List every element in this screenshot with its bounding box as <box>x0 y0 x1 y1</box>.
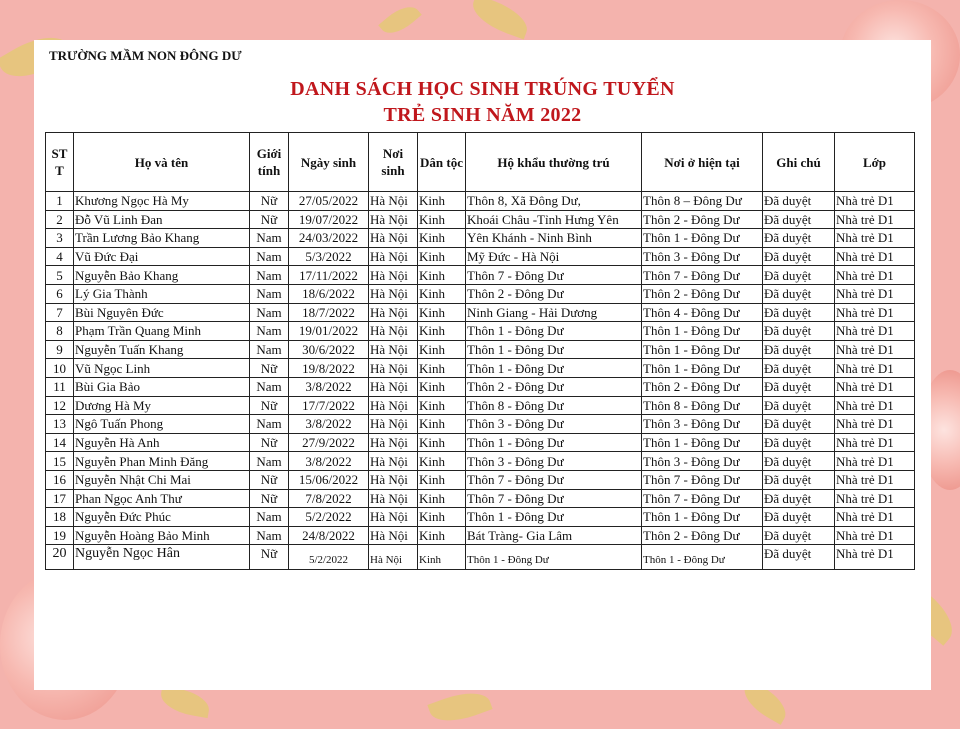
col-permanent-address-cell: Thôn 3 - Đông Dư <box>466 452 642 471</box>
col-current-address-cell: Thôn 3 - Đông Dư <box>642 452 763 471</box>
col-birthplace-cell: Hà Nội <box>369 322 418 341</box>
col-class-cell: Nhà trẻ D1 <box>835 284 915 303</box>
col-birthdate-cell: 19/8/2022 <box>289 359 369 378</box>
col-name-cell: Ngô Tuấn Phong <box>74 415 250 434</box>
col-name-cell: Bùi Nguyên Đức <box>74 303 250 322</box>
col-ethnicity-cell: Kinh <box>418 340 466 359</box>
col-gender-cell: Nữ <box>250 359 289 378</box>
col-note-cell: Đã duyệt <box>763 303 835 322</box>
col-birthplace-cell: Hà Nội <box>369 508 418 527</box>
col-class-cell: Nhà trẻ D1 <box>835 247 915 266</box>
col-class-cell: Nhà trẻ D1 <box>835 377 915 396</box>
table-body <box>46 192 915 570</box>
col-birthdate-cell: 27/9/2022 <box>289 433 369 452</box>
col-ethnicity-cell: Kinh <box>418 303 466 322</box>
col-name-cell: Vũ Ngọc Linh <box>74 359 250 378</box>
table-row <box>46 322 915 341</box>
col-note-cell: Đã duyệt <box>763 340 835 359</box>
col-note-cell: Đã duyệt <box>763 229 835 248</box>
col-current-address-cell: Thôn 1 - Đông Dư <box>642 508 763 527</box>
col-stt-cell: 1 <box>46 192 74 211</box>
table-row <box>46 247 915 266</box>
col-class-cell: Nhà trẻ D1 <box>835 359 915 378</box>
col-stt-cell: 2 <box>46 210 74 229</box>
col-birthplace-cell: Hà Nội <box>369 545 418 570</box>
col-class-cell: Nhà trẻ D1 <box>835 433 915 452</box>
col-name-cell: Nguyễn Tuấn Khang <box>74 340 250 359</box>
col-name-cell: Trần Lương Bảo Khang <box>74 229 250 248</box>
col-permanent-address-cell: Thôn 7 - Đông Dư <box>466 266 642 285</box>
col-birthdate-header: Ngày sinh <box>289 133 369 192</box>
table-row <box>46 545 915 570</box>
col-gender-header: Giới tính <box>250 133 289 192</box>
col-gender-cell: Nam <box>250 284 289 303</box>
col-note-cell: Đã duyệt <box>763 247 835 266</box>
col-permanent-address-cell: Ninh Giang - Hải Dương <box>466 303 642 322</box>
col-birthdate-cell: 15/06/2022 <box>289 470 369 489</box>
col-note-cell: Đã duyệt <box>763 433 835 452</box>
col-birthdate-cell: 5/3/2022 <box>289 247 369 266</box>
col-ethnicity-cell: Kinh <box>418 415 466 434</box>
col-permanent-address-cell: Mỹ Đức - Hà Nội <box>466 247 642 266</box>
school-name: TRƯỜNG MẦM NON ĐÔNG DƯ <box>49 48 242 63</box>
col-gender-cell: Nam <box>250 526 289 545</box>
table-row <box>46 266 915 285</box>
col-ethnicity-cell: Kinh <box>418 452 466 471</box>
col-name-cell: Đỗ Vũ Linh Đan <box>74 210 250 229</box>
col-gender-cell: Nam <box>250 303 289 322</box>
col-note-cell: Đã duyệt <box>763 266 835 285</box>
col-class-cell: Nhà trẻ D1 <box>835 508 915 527</box>
col-name-cell: Nguyễn Đức Phúc <box>74 508 250 527</box>
table-row <box>46 340 915 359</box>
col-ethnicity-cell: Kinh <box>418 247 466 266</box>
document-sheet <box>34 40 931 690</box>
col-permanent-address-cell: Thôn 7 - Đông Dư <box>466 489 642 508</box>
col-birthdate-cell: 5/2/2022 <box>289 508 369 527</box>
col-birthplace-cell: Hà Nội <box>369 266 418 285</box>
col-ethnicity-cell: Kinh <box>418 470 466 489</box>
col-ethnicity-cell: Kinh <box>418 266 466 285</box>
col-permanent-address-cell: Thôn 3 - Đông Dư <box>466 415 642 434</box>
col-birthplace-header: Nơi sinh <box>369 133 418 192</box>
col-note-cell: Đã duyệt <box>763 377 835 396</box>
col-birthplace-cell: Hà Nội <box>369 470 418 489</box>
col-stt-cell: 9 <box>46 340 74 359</box>
col-gender-cell: Nam <box>250 340 289 359</box>
col-stt-cell: 15 <box>46 452 74 471</box>
col-current-address-cell: Thôn 1 - Đông Dư <box>642 322 763 341</box>
leaf-decoration <box>467 0 532 39</box>
table-row <box>46 470 915 489</box>
col-gender-cell: Nữ <box>250 433 289 452</box>
col-stt-cell: 18 <box>46 508 74 527</box>
col-permanent-address-cell: Thôn 2 - Đông Dư <box>466 377 642 396</box>
col-stt-cell: 13 <box>46 415 74 434</box>
col-stt-cell: 5 <box>46 266 74 285</box>
col-note-header: Ghi chú <box>763 133 835 192</box>
col-birthdate-cell: 24/03/2022 <box>289 229 369 248</box>
col-gender-cell: Nữ <box>250 192 289 211</box>
col-permanent-address-cell: Thôn 8 - Đông Dư <box>466 396 642 415</box>
col-name-cell: Nguyễn Phan Minh Đăng <box>74 452 250 471</box>
col-birthplace-cell: Hà Nội <box>369 192 418 211</box>
leaf-decoration <box>427 685 492 729</box>
col-gender-cell: Nữ <box>250 210 289 229</box>
col-gender-cell: Nữ <box>250 489 289 508</box>
table-row <box>46 359 915 378</box>
col-birthdate-cell: 24/8/2022 <box>289 526 369 545</box>
col-ethnicity-cell: Kinh <box>418 210 466 229</box>
col-birthplace-cell: Hà Nội <box>369 340 418 359</box>
col-permanent-address-cell: Thôn 7 - Đông Dư <box>466 470 642 489</box>
col-name-cell: Nguyễn Hoàng Bảo Minh <box>74 526 250 545</box>
col-birthplace-cell: Hà Nội <box>369 284 418 303</box>
col-stt-cell: 14 <box>46 433 74 452</box>
col-permanent-address-cell: Thôn 1 - Đông Dư <box>466 322 642 341</box>
col-ethnicity-cell: Kinh <box>418 229 466 248</box>
col-stt-cell: 6 <box>46 284 74 303</box>
col-birthdate-cell: 18/6/2022 <box>289 284 369 303</box>
col-gender-cell: Nữ <box>250 470 289 489</box>
col-current-address-cell: Thôn 2 - Đông Dư <box>642 284 763 303</box>
col-name-cell: Phan Ngọc Anh Thư <box>74 489 250 508</box>
col-current-address-cell: Thôn 8 - Đông Dư <box>642 396 763 415</box>
col-birthdate-cell: 17/11/2022 <box>289 266 369 285</box>
col-class-cell: Nhà trẻ D1 <box>835 545 915 570</box>
col-permanent-address-cell: Thôn 1 - Đông Dư <box>466 433 642 452</box>
col-ethnicity-cell: Kinh <box>418 284 466 303</box>
col-birthplace-cell: Hà Nội <box>369 452 418 471</box>
col-stt-header: ST T <box>46 133 74 192</box>
col-class-cell: Nhà trẻ D1 <box>835 229 915 248</box>
col-stt-cell: 3 <box>46 229 74 248</box>
col-birthdate-cell: 19/07/2022 <box>289 210 369 229</box>
table-row <box>46 415 915 434</box>
col-current-address-cell: Thôn 1 - Đông Dư <box>642 229 763 248</box>
col-permanent-address-cell: Khoái Châu -Tỉnh Hưng Yên <box>466 210 642 229</box>
col-stt-cell: 12 <box>46 396 74 415</box>
col-ethnicity-cell: Kinh <box>418 489 466 508</box>
table-header-row <box>46 133 915 192</box>
col-ethnicity-cell: Kinh <box>418 322 466 341</box>
col-permanent-address-cell: Thôn 1 - Đông Dư <box>466 508 642 527</box>
col-name-header: Họ và tên <box>74 133 250 192</box>
col-gender-cell: Nam <box>250 377 289 396</box>
col-name-cell: Phạm Trần Quang Minh <box>74 322 250 341</box>
col-gender-cell: Nam <box>250 247 289 266</box>
table-row <box>46 210 915 229</box>
col-current-address-cell: Thôn 1 - Đông Dư <box>642 545 763 570</box>
col-current-address-cell: Thôn 7 - Đông Dư <box>642 489 763 508</box>
col-gender-cell: Nam <box>250 452 289 471</box>
col-note-cell: Đã duyệt <box>763 545 835 570</box>
col-note-cell: Đã duyệt <box>763 526 835 545</box>
col-class-cell: Nhà trẻ D1 <box>835 210 915 229</box>
col-note-cell: Đã duyệt <box>763 210 835 229</box>
col-permanent-address-cell: Yên Khánh - Ninh Bình <box>466 229 642 248</box>
col-class-cell: Nhà trẻ D1 <box>835 415 915 434</box>
col-ethnicity-cell: Kinh <box>418 433 466 452</box>
col-birthplace-cell: Hà Nội <box>369 359 418 378</box>
col-ethnicity-cell: Kinh <box>418 508 466 527</box>
col-class-cell: Nhà trẻ D1 <box>835 266 915 285</box>
col-birthdate-cell: 18/7/2022 <box>289 303 369 322</box>
table-row <box>46 192 915 211</box>
col-birthdate-cell: 30/6/2022 <box>289 340 369 359</box>
col-gender-cell: Nam <box>250 415 289 434</box>
col-gender-cell: Nữ <box>250 396 289 415</box>
col-ethnicity-cell: Kinh <box>418 545 466 570</box>
col-birthplace-cell: Hà Nội <box>369 526 418 545</box>
col-permanent-address-cell: Thôn 1 - Đông Dư <box>466 340 642 359</box>
col-ethnicity-cell: Kinh <box>418 359 466 378</box>
col-birthplace-cell: Hà Nội <box>369 377 418 396</box>
col-name-cell: Khương Ngọc Hà My <box>74 192 250 211</box>
col-class-cell: Nhà trẻ D1 <box>835 322 915 341</box>
col-stt-cell: 16 <box>46 470 74 489</box>
col-ethnicity-cell: Kinh <box>418 526 466 545</box>
col-name-cell: Lý Gia Thành <box>74 284 250 303</box>
col-current-address-header: Nơi ở hiện tại <box>642 133 763 192</box>
col-permanent-address-cell: Thôn 1 - Đông Dư <box>466 359 642 378</box>
col-class-cell: Nhà trẻ D1 <box>835 192 915 211</box>
col-stt-cell: 19 <box>46 526 74 545</box>
col-class-header: Lớp <box>835 133 915 192</box>
col-permanent-address-header: Hộ khẩu thường trú <box>466 133 642 192</box>
col-birthplace-cell: Hà Nội <box>369 489 418 508</box>
col-stt-cell: 4 <box>46 247 74 266</box>
col-note-cell: Đã duyệt <box>763 452 835 471</box>
col-permanent-address-cell: Thôn 2 - Đông Dư <box>466 284 642 303</box>
col-class-cell: Nhà trẻ D1 <box>835 303 915 322</box>
col-birthplace-cell: Hà Nội <box>369 433 418 452</box>
col-name-cell: Nguyễn Ngọc Hân <box>74 545 250 570</box>
col-current-address-cell: Thôn 1 - Đông Dư <box>642 340 763 359</box>
col-birthplace-cell: Hà Nội <box>369 303 418 322</box>
col-current-address-cell: Thôn 4 - Đông Dư <box>642 303 763 322</box>
table-row <box>46 508 915 527</box>
col-name-cell: Nguyễn Nhật Chi Mai <box>74 470 250 489</box>
col-birthdate-cell: 19/01/2022 <box>289 322 369 341</box>
col-stt-cell: 10 <box>46 359 74 378</box>
leaf-decoration <box>378 0 421 41</box>
col-ethnicity-cell: Kinh <box>418 396 466 415</box>
col-gender-cell: Nam <box>250 229 289 248</box>
table-row <box>46 526 915 545</box>
col-ethnicity-cell: Kinh <box>418 377 466 396</box>
col-birthdate-cell: 3/8/2022 <box>289 377 369 396</box>
col-class-cell: Nhà trẻ D1 <box>835 452 915 471</box>
col-class-cell: Nhà trẻ D1 <box>835 526 915 545</box>
col-current-address-cell: Thôn 2 - Đông Dư <box>642 377 763 396</box>
page-subtitle: TRẺ SINH NĂM 2022 <box>383 104 582 126</box>
col-note-cell: Đã duyệt <box>763 322 835 341</box>
page-title: DANH SÁCH HỌC SINH TRÚNG TUYỂN <box>290 78 675 100</box>
col-ethnicity-header: Dân tộc <box>418 133 466 192</box>
col-ethnicity-cell: Kinh <box>418 192 466 211</box>
col-current-address-cell: Thôn 2 - Đông Dư <box>642 210 763 229</box>
col-gender-cell: Nam <box>250 322 289 341</box>
col-note-cell: Đã duyệt <box>763 508 835 527</box>
col-current-address-cell: Thôn 3 - Đông Dư <box>642 247 763 266</box>
table-row <box>46 433 915 452</box>
col-birthdate-cell: 17/7/2022 <box>289 396 369 415</box>
col-gender-cell: Nữ <box>250 545 289 570</box>
col-note-cell: Đã duyệt <box>763 415 835 434</box>
col-name-cell: Nguyễn Bảo Khang <box>74 266 250 285</box>
col-current-address-cell: Thôn 1 - Đông Dư <box>642 433 763 452</box>
col-name-cell: Nguyễn Hà Anh <box>74 433 250 452</box>
col-current-address-cell: Thôn 7 - Đông Dư <box>642 266 763 285</box>
col-birthplace-cell: Hà Nội <box>369 415 418 434</box>
col-current-address-cell: Thôn 3 - Đông Dư <box>642 415 763 434</box>
col-birthplace-cell: Hà Nội <box>369 247 418 266</box>
table-row <box>46 284 915 303</box>
col-permanent-address-cell: Bát Tràng- Gia Lâm <box>466 526 642 545</box>
col-note-cell: Đã duyệt <box>763 192 835 211</box>
col-stt-cell: 17 <box>46 489 74 508</box>
col-permanent-address-cell: Thôn 8, Xã Đông Dư, <box>466 192 642 211</box>
col-birthplace-cell: Hà Nội <box>369 229 418 248</box>
table-row <box>46 229 915 248</box>
col-current-address-cell: Thôn 2 - Đông Dư <box>642 526 763 545</box>
leaf-decoration <box>158 686 211 718</box>
col-name-cell: Vũ Đức Đại <box>74 247 250 266</box>
col-gender-cell: Nam <box>250 508 289 527</box>
col-birthdate-cell: 3/8/2022 <box>289 452 369 471</box>
table-row <box>46 396 915 415</box>
student-table <box>45 132 915 570</box>
col-stt-cell: 11 <box>46 377 74 396</box>
col-stt-cell: 20 <box>46 545 74 570</box>
col-current-address-cell: Thôn 7 - Đông Dư <box>642 470 763 489</box>
col-birthplace-cell: Hà Nội <box>369 210 418 229</box>
col-note-cell: Đã duyệt <box>763 470 835 489</box>
col-note-cell: Đã duyệt <box>763 489 835 508</box>
col-note-cell: Đã duyệt <box>763 284 835 303</box>
col-name-cell: Bùi Gia Bảo <box>74 377 250 396</box>
col-birthdate-cell: 5/2/2022 <box>289 545 369 570</box>
col-class-cell: Nhà trẻ D1 <box>835 396 915 415</box>
col-class-cell: Nhà trẻ D1 <box>835 489 915 508</box>
col-note-cell: Đã duyệt <box>763 359 835 378</box>
col-birthdate-cell: 3/8/2022 <box>289 415 369 434</box>
table-row <box>46 452 915 471</box>
col-permanent-address-cell: Thôn 1 - Đông Dư <box>466 545 642 570</box>
col-class-cell: Nhà trẻ D1 <box>835 340 915 359</box>
col-note-cell: Đã duyệt <box>763 396 835 415</box>
col-stt-cell: 8 <box>46 322 74 341</box>
col-current-address-cell: Thôn 8 – Đông Dư <box>642 192 763 211</box>
col-stt-cell: 7 <box>46 303 74 322</box>
col-birthplace-cell: Hà Nội <box>369 396 418 415</box>
col-class-cell: Nhà trẻ D1 <box>835 470 915 489</box>
table-row <box>46 303 915 322</box>
col-name-cell: Dương Hà My <box>74 396 250 415</box>
col-gender-cell: Nam <box>250 266 289 285</box>
table-row <box>46 489 915 508</box>
table-row <box>46 377 915 396</box>
col-birthdate-cell: 27/05/2022 <box>289 192 369 211</box>
col-current-address-cell: Thôn 1 - Đông Dư <box>642 359 763 378</box>
col-birthdate-cell: 7/8/2022 <box>289 489 369 508</box>
